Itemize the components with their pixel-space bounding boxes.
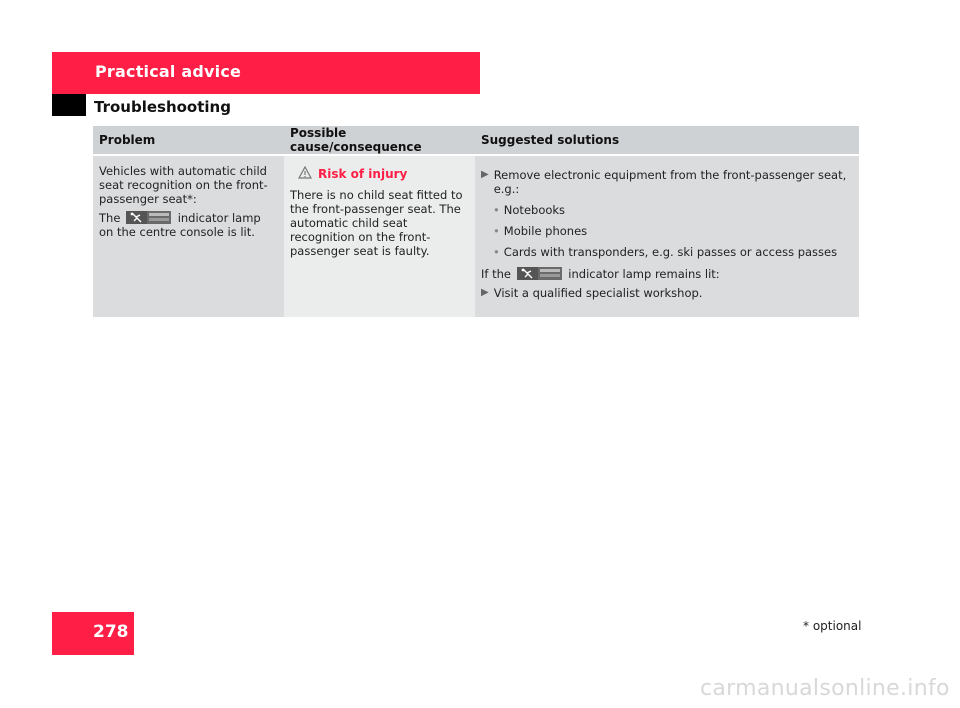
problem-lamp-after: indicator lamp on the centre console is lit.: [99, 211, 261, 239]
solutions-cell: [475, 156, 859, 317]
warning-triangle-icon: [298, 166, 312, 182]
condition-text: [481, 267, 853, 281]
table-header-row: [93, 126, 859, 156]
watermark: carmanualsonline.info: [700, 676, 950, 701]
header-solutions: Suggested solutions: [475, 126, 859, 156]
pass-airbag-off-icon: [538, 267, 562, 280]
troubleshooting-table: [93, 126, 859, 317]
condition-before: If the: [481, 267, 511, 281]
warning-title: Risk of injury: [318, 167, 408, 181]
arrow-step-icon: ▶: [481, 169, 489, 180]
bullet-text: Notebooks: [503, 203, 566, 217]
footnote: * optional: [803, 619, 862, 633]
cause-text: There is no child seat fitted to the front-passenger seat. The automatic child seat recognition on the front-passenger seat is faulty.: [290, 188, 463, 258]
page-number: 278: [93, 622, 129, 642]
step-1-text: Remove electronic equipment from the front-passenger seat, e.g.:: [493, 168, 847, 196]
list-item: • Notebooks: [493, 203, 566, 217]
warning-header: [298, 166, 469, 182]
bullet-text: Mobile phones: [503, 224, 588, 238]
list-item: • Cards with transponders, e.g. ski passes or access passes: [493, 245, 838, 259]
list-item: • Mobile phones: [493, 224, 588, 238]
problem-lamp-before: The: [99, 211, 121, 225]
header-cause: Possible cause/consequence: [284, 126, 475, 156]
black-tab: [52, 94, 86, 116]
arrow-step-icon: ▶: [481, 287, 489, 298]
header-problem: Problem: [93, 126, 284, 156]
table-row: [93, 156, 859, 317]
solution-bullets: [481, 203, 853, 259]
problem-cell: [93, 156, 284, 317]
condition-after: indicator lamp remains lit:: [568, 267, 720, 281]
problem-text: Vehicles with automatic child seat recognition on the front-passenger seat*:: [99, 164, 268, 206]
section-title: Practical advice: [95, 62, 242, 81]
solution-step-2: [481, 286, 853, 300]
problem-lamp-text: [99, 211, 278, 239]
subsection-title: Troubleshooting: [94, 98, 231, 116]
bullet-text: Cards with transponders, e.g. ski passes or access passes: [503, 245, 838, 259]
pass-airbag-off-icon: [147, 211, 171, 224]
airbag-off-lamp-icon: [126, 211, 147, 224]
step-2-text: Visit a qualified specialist workshop.: [493, 286, 703, 300]
cause-cell: [284, 156, 475, 317]
airbag-off-lamp-icon: [517, 267, 538, 280]
solution-step-1: [481, 168, 853, 196]
